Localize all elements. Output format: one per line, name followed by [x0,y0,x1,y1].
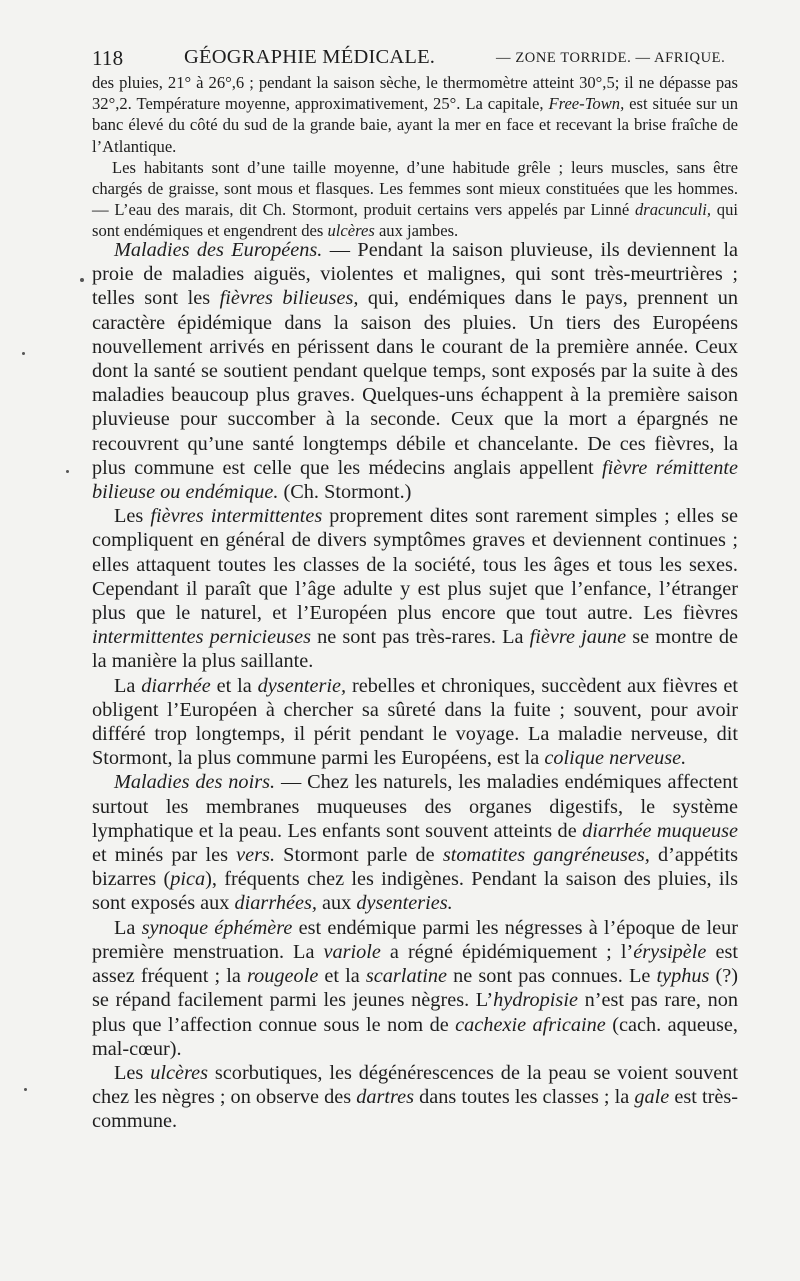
text-run: qui sont endémiques et engendrent des [92,200,738,241]
text-run: Les [114,1061,151,1084]
italic-run: fièvres intermittentes [150,505,323,528]
italic-run: diarrhée muqueuse [582,819,739,842]
italic-run: stomatites gangréneuses, [442,844,650,867]
text-run: Les habitants sont d’une taille moyenne, d’une habitude grêle ; leurs muscles, sans être chargés de graisse, sont mous et flasques. Les femmes sont mieux constituées que les hommes. — L’eau des marais, dit Ch. Stormont, produit certains vers appelés par Linné [92,157,738,220]
small-paragraph-1 [92,72,738,157]
text-run: aux jambes. [374,221,459,241]
text-run: (Ch. Stormont.) [278,481,412,504]
text-run: scorbutiques, les dégénérescences de la peau se voient souvent chez les nègres ; on observe des [92,1061,739,1109]
italic-run: diarrhées, [234,892,317,915]
paragraph-synoque [92,916,738,1061]
paragraph-diarrhee [92,674,738,771]
paragraph-ulceres [92,1061,738,1134]
text-run: est située sur un banc élevé du côté du sud de la grande baie, ayant la mer en face et recevant la brise fraîche de l’Atlantique. [92,94,738,156]
text-run: d’appétits bizarres ( [92,844,738,891]
italic-run: fièvre jaune [529,626,627,649]
text-run: (cach. aqueuse, mal-cœur). [92,1013,738,1060]
italic-run: dysenteries. [356,892,453,915]
margin-speck [80,278,84,282]
paragraph-maladies-noirs [92,770,738,915]
italic-run: cachexie africaine [455,1013,606,1036]
margin-speck [66,470,69,473]
italic-run: typhus [656,965,710,988]
text-run: ne sont pas connues. Le [447,965,657,988]
italic-run: colique nerveuse. [544,747,687,770]
italic-run: fièvre rémittente bilieuse ou endémique. [92,456,738,504]
italic-run: intermittentes pernicieuses [92,626,312,649]
italic-run: ulcères [327,221,375,241]
italic-run: dysenterie, [257,674,347,697]
running-header [92,44,737,74]
text-run: Stormont parle de [275,844,443,867]
italic-run: synoque éphémère [141,916,293,939]
italic-run: érysipèle [633,940,707,963]
text-run: et la [318,965,366,988]
italic-run: hydropisie [493,989,578,1012]
section-heading: Maladies des Européens. [114,239,323,261]
text-run: qui, endémiques dans le pays, prennent un caractère épidémique dans la saison des pluies. Un tiers des Européens nouvellement arrivés en périssent dans le courant de la première année. Ceux dont la santé se soutient pendant quelque temps, sont exposés par la suite à des maladies beaucoup plus graves. Quelques-uns échappent à la première saison pluvieuse pour succomber à la seconde. Ceux que la mort a épargnés ne recouvrent qu’une santé longtemps débile et chancelante. De ces fièvres, la plus commune est celle que les médecins anglais appellent [92,287,738,479]
text-run: aux [316,892,357,915]
text-run: est endémique parmi les négresses à l’époque de leur première menstruation. La [92,916,738,963]
paragraph-fievres-intermittentes [92,504,738,673]
paragraph-maladies-europeens [92,238,738,504]
page-number: 118 [92,46,124,70]
section-heading: Maladies des noirs. [114,771,276,794]
text-run: est très-commune. [92,1086,739,1133]
text-run: et la [210,674,258,697]
small-print-section [92,72,738,242]
italic-run: Free-Town, [548,94,625,114]
italic-run: diarrhée [141,674,211,697]
italic-run: scarlatine [365,965,447,988]
italic-run: variole [323,940,381,963]
text-run: rebelles et chroniques, succèdent aux fièvres et obligent l’Européen à chercher sa sûreté dans la fuite ; souvent, pour avoir différé trop longtemps, il périt pendant le voyage. La maladie nerveuse, dit Stormont, la plus commune parmi les Européens, est la [92,674,739,770]
main-text [92,238,738,1134]
header-title: GÉOGRAPHIE MÉDICALE. [184,46,436,68]
italic-run: rougeole [246,965,319,988]
italic-run: gale [634,1086,670,1109]
text-run: (?) se répand facilement parmi les jeunes nègres. L’ [92,965,738,1012]
italic-run: dartres [356,1086,415,1109]
small-paragraph-2 [92,157,738,242]
text-run: La [114,916,142,939]
text-run: des pluies, 21° à 26°,6 ; pendant la saison sèche, le thermomètre atteint 30°,5; il ne dépasse pas 32°,2. Température moyenne, approximativement, 25°. La capitale, [92,73,738,114]
text-run: — Pendant la saison pluvieuse, ils deviennent la proie de maladies aiguës, violentes et malignes, qui sont très-meurtrières ; telles sont les [92,239,738,310]
italic-run: dracunculi, [634,200,712,220]
margin-speck [22,352,25,355]
header-subtitle: — ZONE TORRIDE. — AFRIQUE. [496,50,726,66]
text-run: La [114,674,142,697]
italic-run: pica [170,868,206,891]
text-run: a régné épidémiquement ; l’ [380,940,634,963]
text-run: ne sont pas très-rares. La [311,626,530,649]
text-run: proprement dites sont rarement simples ; elles se compliquent en général de divers symptômes graves et deviennent continues ; elles attaquent toutes les classes de la société, tous les âges et tous les sexes. Cependant il paraît que l’âge adulte y est plus sujet que l’enfance, l’étranger plus que le naturel, et l’Européen plus encore que tout autre. Les fièvres [92,505,738,625]
text-run: Les [114,505,151,528]
text-run: et minés par les [92,844,237,867]
italic-run: vers. [236,844,276,867]
text-run: se montre de la manière la plus saillante. [92,626,738,673]
text-run: dans toutes les classes ; la [414,1086,635,1109]
margin-speck [24,1088,27,1091]
text-run: ), fréquents chez les indigènes. Pendant la saison des pluies, ils sont exposés aux [92,868,738,915]
text-run: n’est pas rare, non plus que l’affection connue sous le nom de [92,989,739,1036]
text-run: — Chez les naturels, les maladies endémiques affectent surtout les membranes muqueuses des organes digestifs, le système lymphatique et la peau. Les enfants sont souvent atteints de [92,771,738,842]
italic-run: ulcères [150,1061,209,1084]
italic-run: fièvres bilieuses, [219,287,359,310]
text-run: est assez fréquent ; la [92,940,738,988]
